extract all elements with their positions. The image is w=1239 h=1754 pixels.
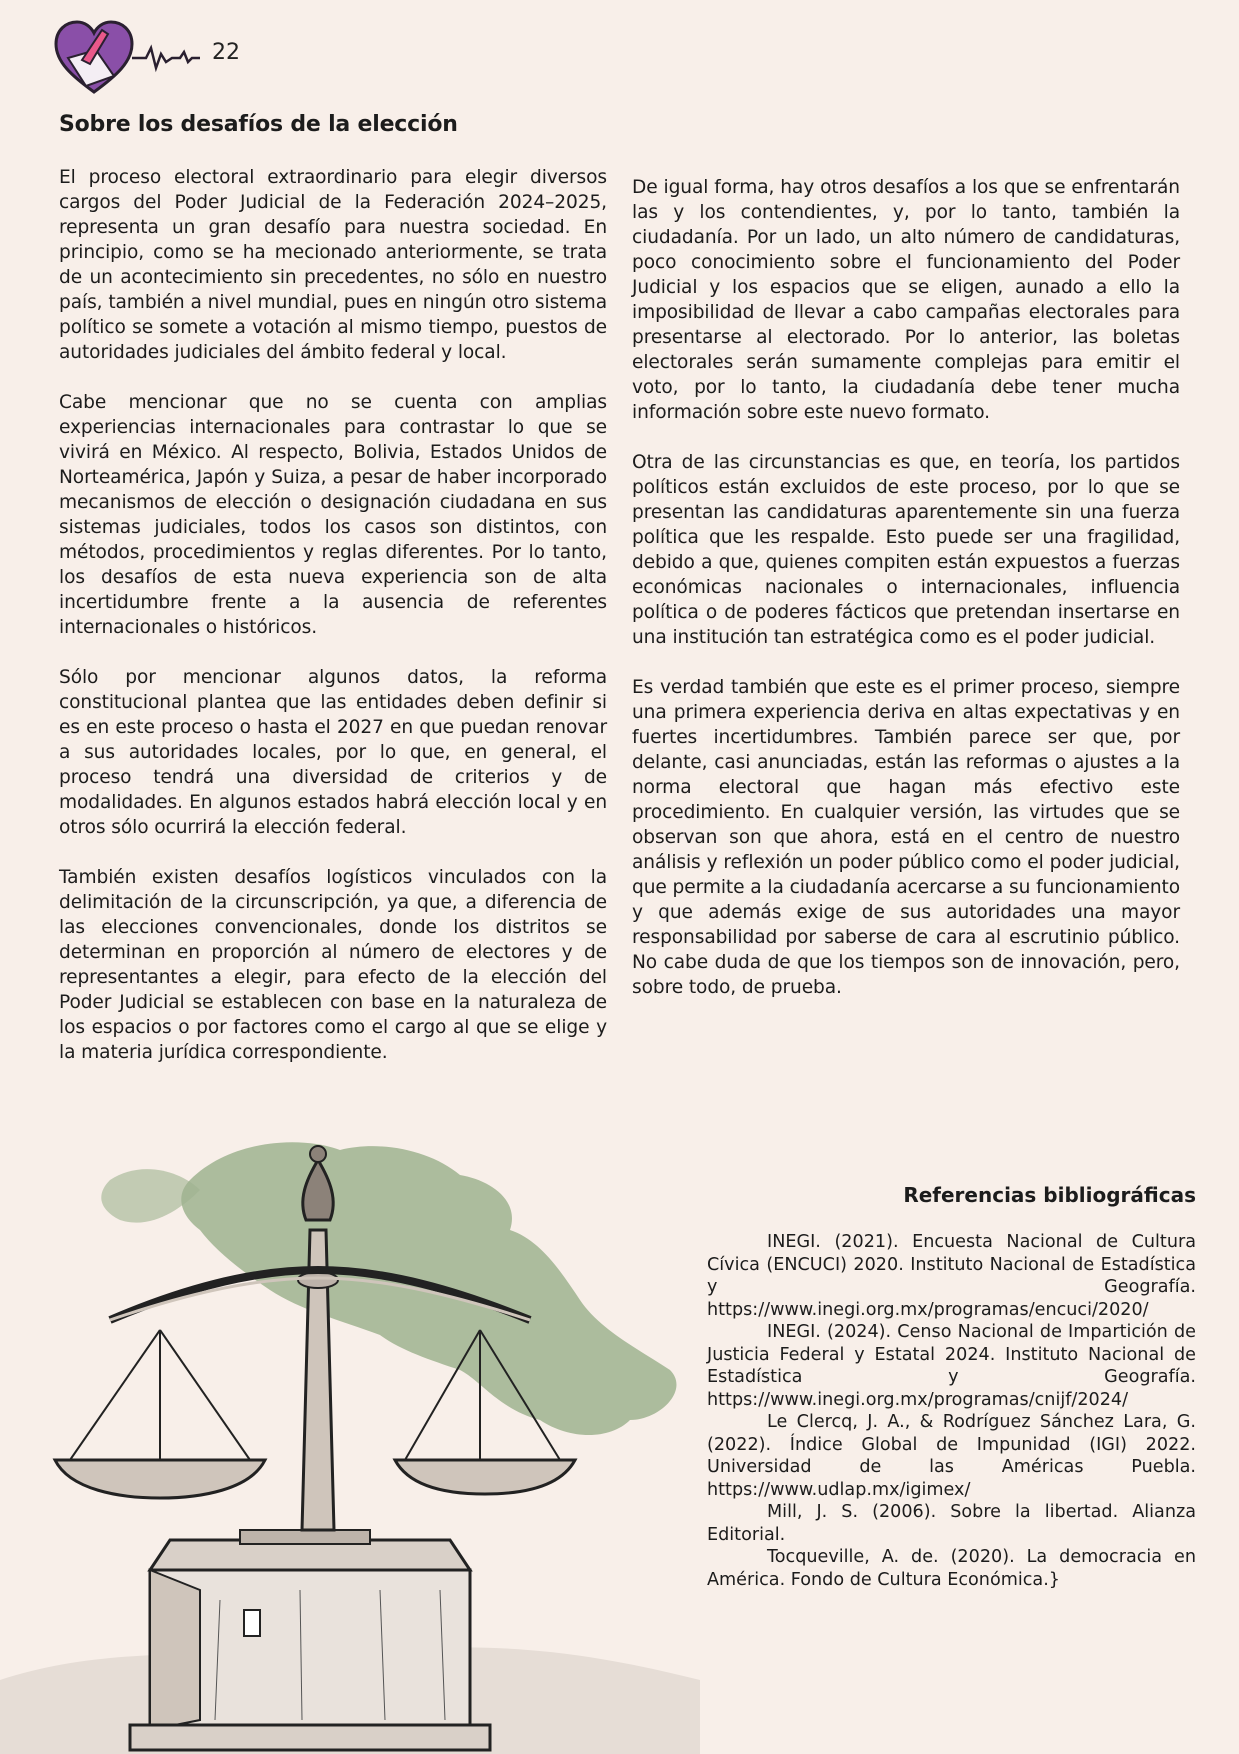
references-list	[707, 1231, 1196, 1591]
reference-item: INEGI. (2021). Encuesta Nacional de Cultura Cívica (ENCUCI) 2020. Instituto Nacional de Estadística y Geografía. https://www.inegi.org.mx/programas/encuci/2020/	[707, 1232, 1196, 1320]
reference-item: Tocqueville, A. de. (2020). La democracia en América. Fondo de Cultura Económica.}	[707, 1547, 1196, 1590]
paragraph: Sólo por mencionar algunos datos, la reforma constitucional plantea que las entidades deben definir si es en este proceso o hasta el 2027 en que puedan renovar a sus autoridades locales, por lo que, en general, el proceso tendrá una diversidad de criterios y de modalidades. En algunos estados habrá elección local y en otros sólo ocurrirá la elección federal.	[59, 667, 607, 838]
paragraph: Cabe mencionar que no se cuenta con amplias experiencias internacionales para contrastar lo que se vivirá en México. Al respecto, Bolivia, Estados Unidos de Norteamérica, Japón y Suiza, a pesar de haber incorporado mecanismos de elección o designación ciudadana en sus sistemas judiciales, todos los casos son distintos, con métodos, procedimientos y reglas diferentes. Por lo tanto, los desafíos de esta nueva experiencia son de alta incertidumbre frente a la ausencia de referentes internacionales o históricos.	[59, 392, 607, 638]
reference-item: Mill, J. S. (2006). Sobre la libertad. Alianza Editorial.	[707, 1502, 1196, 1545]
paragraph: También existen desafíos logísticos vinculados con la delimitación de la circunscripción, ya que, a diferencia de las elecciones convencionales, donde los distritos se determinan en proporción al número de electores y de representantes a elegir, para efecto de la elección del Poder Judicial se establecen con base en la naturaleza de los espacios o por factores como el cargo al que se elige y la materia jurídica correspondiente.	[59, 867, 607, 1063]
references-title: Referencias bibliográficas	[903, 1183, 1196, 1207]
reference-item: Le Clercq, J. A., & Rodríguez Sánchez Lara, G. (2022). Índice Global de Impunidad (IGI) 2022. Universidad de las Américas Puebla. https://www.udlap.mx/igimex/	[707, 1412, 1196, 1500]
heart-ballot-icon	[52, 18, 202, 98]
section-title: Sobre los desafíos de la elección	[59, 112, 458, 137]
paragraph: Es verdad también que este es el primer proceso, siempre una primera experiencia deriva en altas expectativas y en fuertes incertidumbres. También parece ser que, por delante, casi anunciadas, están las reformas o ajustes a la norma electoral que hagan más efectivo este procedimiento. En cualquier versión, las virtudes que se observan son que ahora, está en el centro de nuestro análisis y reflexión un poder público como el poder judicial, que permite a la ciudadanía acercarse a su funcionamiento y que además exige de sus autoridades una mayor responsabilidad por saberse de cara al escrutinio público. No cabe duda de que los tiempos son de innovación, pero, sobre todo, de prueba.	[632, 677, 1180, 998]
paragraph: De igual forma, hay otros desafíos a los que se enfrentarán las y los contendientes, y, por lo tanto, también la ciudadanía. Por un lado, un alto número de candidaturas, poco conocimiento sobre el funcionamiento del Poder Judicial y los espacios que se eligen, aunado a ello la imposibilidad de llevar a cabo campañas electorales para presentarse al electorado. Por lo anterior, las boletas electorales serán sumamente complejas para emitir el voto, por lo tanto, la ciudadanía debe tener mucha información sobre este nuevo formato.	[632, 177, 1180, 423]
left-column	[59, 165, 607, 1090]
scales-of-justice-ballot-box-icon	[0, 1120, 700, 1754]
paragraph: El proceso electoral extraordinario para elegir diversos cargos del Poder Judicial de la Federación 2024–2025, representa un gran desafío para nuestra sociedad. En principio, como se ha mecionado anteriormente, se trata de un acontecimiento sin precedentes, no sólo en nuestro país, también a nivel mundial, pues en ningún otro sistema político se somete a votación al mismo tiempo, puestos de autoridades judiciales del ámbito federal y local.	[59, 167, 607, 363]
right-column	[632, 175, 1180, 1025]
reference-item: INEGI. (2024). Censo Nacional de Impartición de Justicia Federal y Estatal 2024. Instituto Nacional de Estadística y Geografía. https://www.inegi.org.mx/programas/cnijf/2024/	[707, 1322, 1196, 1410]
paragraph: Otra de las circunstancias es que, en teoría, los partidos políticos están excluidos de este proceso, por lo que se presentan las candidaturas aparentemente sin una fuerza política que les respalde. Esto puede ser una fragilidad, debido a que, quienes compiten están expuestos a fuerzas económicas nacionales o internacionales, influencia política o de poderes fácticos que pretendan insertarse en una institución tan estratégica como es el poder judicial.	[632, 452, 1180, 648]
page-number: 22	[212, 40, 240, 65]
